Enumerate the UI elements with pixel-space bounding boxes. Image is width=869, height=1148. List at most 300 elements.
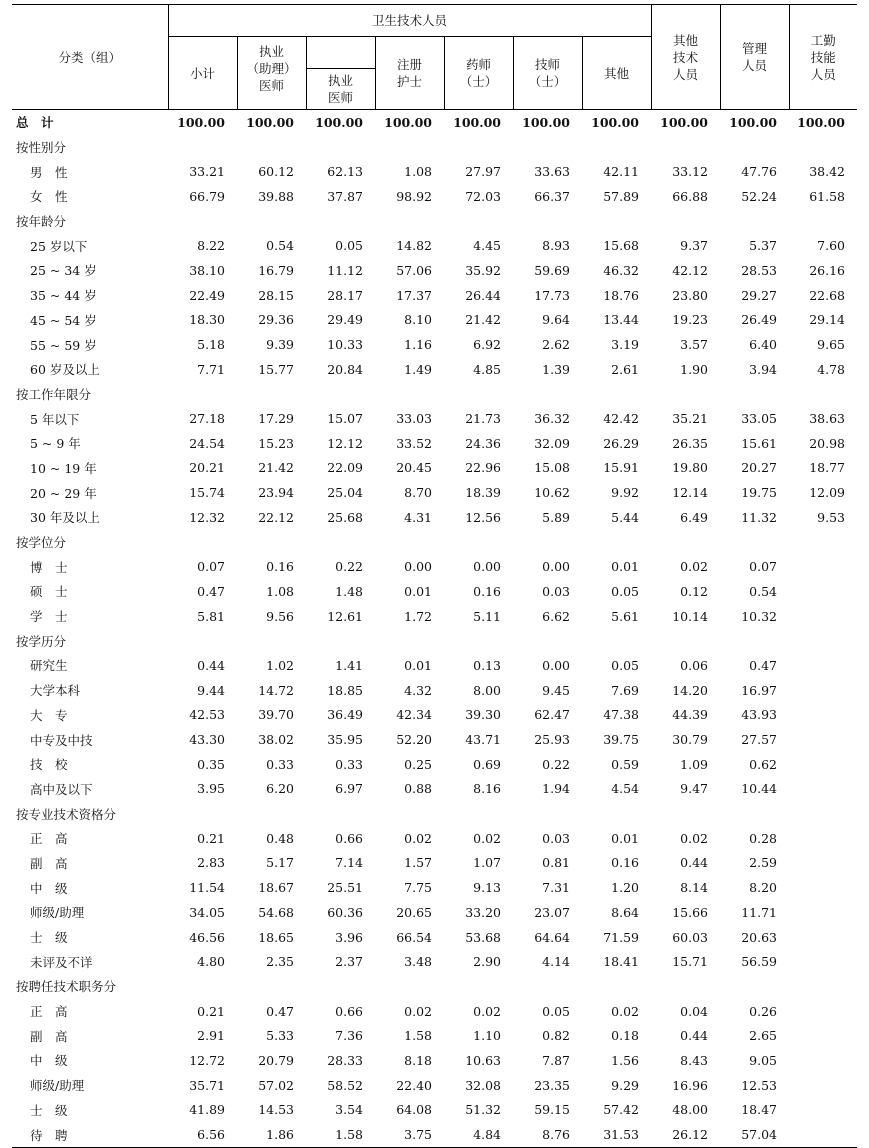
- value-cell: 1.58: [404, 1028, 432, 1044]
- value-cell: 100.00: [177, 114, 225, 130]
- value-cell: 0.47: [266, 1003, 294, 1019]
- value-cell: 0.02: [404, 830, 432, 846]
- value-cell: 4.80: [197, 954, 225, 970]
- value-cell: 18.76: [603, 287, 639, 303]
- value-cell: 14.53: [258, 1102, 294, 1118]
- row-label: 男 性: [30, 164, 68, 180]
- table-row: [12, 604, 857, 629]
- category-row: [12, 628, 857, 653]
- value-cell: 8.16: [473, 781, 501, 797]
- value-cell: 20.63: [741, 929, 777, 945]
- row-label: 总 计: [16, 115, 54, 131]
- row-label: 25 ~ 34 岁: [30, 263, 97, 279]
- value-cell: 2.62: [542, 337, 570, 353]
- value-cell: 2.61: [611, 361, 639, 377]
- value-cell: 12.12: [327, 435, 363, 451]
- row-label: 按年龄分: [16, 214, 67, 230]
- value-cell: 29.14: [809, 312, 845, 328]
- value-cell: 12.09: [809, 485, 845, 501]
- row-label: 55 ~ 59 岁: [30, 337, 97, 353]
- value-cell: 7.71: [197, 361, 225, 377]
- value-cell: 0.00: [542, 559, 570, 575]
- value-cell: 7.14: [335, 855, 363, 871]
- value-cell: [789, 1073, 857, 1098]
- table-row: [12, 777, 857, 802]
- row-label: 士 级: [30, 1102, 68, 1118]
- value-cell: 1.02: [266, 657, 294, 673]
- value-cell: 2.90: [473, 954, 501, 970]
- empty-cell: [582, 382, 651, 407]
- category-row: [12, 209, 857, 234]
- value-cell: [789, 579, 857, 604]
- value-cell: 0.07: [749, 559, 777, 575]
- value-cell: 9.45: [542, 682, 570, 698]
- empty-cell: [168, 382, 237, 407]
- value-cell: 3.75: [375, 1122, 444, 1147]
- value-cell: 54.68: [258, 904, 294, 920]
- value-cell: 2.37: [335, 954, 363, 970]
- value-cell: 100.00: [246, 114, 294, 130]
- value-cell: [789, 875, 857, 900]
- value-cell: 9.92: [611, 485, 639, 501]
- value-cell: 3.95: [197, 781, 225, 797]
- empty-cell: [375, 209, 444, 234]
- value-cell: [789, 678, 857, 703]
- value-cell: 0.05: [611, 583, 639, 599]
- table-row: [12, 332, 857, 357]
- table-row: [12, 184, 857, 209]
- health-tech-header: 卫生技术人员: [168, 5, 651, 37]
- value-cell: 47.38: [603, 707, 639, 723]
- value-cell: 10.32: [741, 608, 777, 624]
- value-cell: 9.56: [266, 608, 294, 624]
- value-cell: 33.21: [189, 164, 225, 180]
- value-cell: 4.14: [542, 954, 570, 970]
- empty-cell: [720, 209, 789, 234]
- value-cell: 33.20: [465, 904, 501, 920]
- category-row: [12, 135, 857, 160]
- row-label: 副 高: [30, 855, 68, 871]
- empty-cell: [306, 974, 375, 999]
- empty-cell: [651, 209, 720, 234]
- value-cell: 1.56: [611, 1052, 639, 1068]
- value-cell: 17.73: [534, 287, 570, 303]
- value-cell: 9.64: [542, 312, 570, 328]
- value-cell: 42.11: [603, 164, 639, 180]
- value-cell: 58.52: [327, 1077, 363, 1093]
- value-cell: 18.47: [741, 1102, 777, 1118]
- value-cell: 25.51: [327, 880, 363, 896]
- value-cell: 1.41: [335, 657, 363, 673]
- value-cell: 6.49: [680, 509, 708, 525]
- value-cell: 28.17: [327, 287, 363, 303]
- value-cell: 26.35: [672, 435, 708, 451]
- value-cell: 6.56: [168, 1122, 237, 1147]
- row-label: 硕 士: [30, 584, 68, 600]
- row-label: 按聘任技术职务分: [16, 979, 117, 995]
- value-cell: 41.89: [189, 1102, 225, 1118]
- value-cell: 1.07: [473, 855, 501, 871]
- empty-cell: [444, 801, 513, 826]
- value-cell: 0.44: [680, 855, 708, 871]
- value-cell: 60.36: [327, 904, 363, 920]
- value-cell: 25.04: [327, 485, 363, 501]
- row-label: 未评及不详: [30, 954, 93, 970]
- value-cell: 57.42: [603, 1102, 639, 1118]
- empty-cell: [375, 628, 444, 653]
- table-row: [12, 283, 857, 308]
- other-tech-header: 其他 技术 人员: [651, 5, 720, 110]
- empty-cell: [720, 530, 789, 555]
- value-cell: 0.01: [404, 583, 432, 599]
- value-cell: 35.92: [465, 262, 501, 278]
- value-cell: 6.40: [749, 337, 777, 353]
- value-cell: 0.44: [680, 1028, 708, 1044]
- value-cell: [789, 900, 857, 925]
- value-cell: 66.79: [189, 188, 225, 204]
- value-cell: 27.18: [189, 411, 225, 427]
- value-cell: 1.86: [237, 1122, 306, 1147]
- value-cell: 8.10: [404, 312, 432, 328]
- value-cell: 8.43: [680, 1052, 708, 1068]
- empty-cell: [306, 801, 375, 826]
- value-cell: 3.54: [335, 1102, 363, 1118]
- table-row: [12, 875, 857, 900]
- value-cell: 16.79: [258, 262, 294, 278]
- value-cell: 13.44: [603, 312, 639, 328]
- value-cell: 24.36: [465, 435, 501, 451]
- empty-cell: [789, 209, 857, 234]
- value-cell: 0.02: [680, 830, 708, 846]
- empty-cell: [237, 801, 306, 826]
- value-cell: 0.33: [335, 756, 363, 772]
- value-cell: [789, 1098, 857, 1123]
- value-cell: 15.08: [534, 460, 570, 476]
- value-cell: 11.71: [741, 904, 777, 920]
- table-row: [12, 456, 857, 481]
- value-cell: 14.72: [258, 682, 294, 698]
- value-cell: 18.85: [327, 682, 363, 698]
- value-cell: 1.20: [611, 880, 639, 896]
- value-cell: 12.14: [672, 485, 708, 501]
- table-row: [12, 678, 857, 703]
- value-cell: 23.94: [258, 485, 294, 501]
- value-cell: 33.05: [741, 411, 777, 427]
- row-label: 中专及中技: [30, 732, 93, 748]
- health-personnel-composition-table: [12, 4, 857, 1148]
- value-cell: 18.65: [258, 929, 294, 945]
- value-cell: 35.21: [672, 411, 708, 427]
- value-cell: 53.68: [465, 929, 501, 945]
- value-cell: 6.92: [473, 337, 501, 353]
- value-cell: 1.09: [680, 756, 708, 772]
- value-cell: 0.01: [404, 657, 432, 673]
- value-cell: 10.14: [672, 608, 708, 624]
- value-cell: 22.49: [189, 287, 225, 303]
- value-cell: 33.52: [396, 435, 432, 451]
- empty-cell: [720, 382, 789, 407]
- value-cell: 33.03: [396, 411, 432, 427]
- table-row: [12, 480, 857, 505]
- subtotal-header: 小计: [168, 37, 237, 110]
- value-cell: 100.00: [660, 114, 708, 130]
- value-cell: 0.18: [611, 1028, 639, 1044]
- value-cell: 14.20: [672, 682, 708, 698]
- value-cell: 0.81: [542, 855, 570, 871]
- table-row: [12, 900, 857, 925]
- value-cell: [789, 826, 857, 851]
- value-cell: 4.54: [611, 781, 639, 797]
- value-cell: 19.75: [741, 485, 777, 501]
- row-label: 按学历分: [16, 633, 67, 649]
- row-label: 按性别分: [16, 140, 67, 156]
- value-cell: 29.49: [327, 312, 363, 328]
- value-cell: 0.05: [542, 1003, 570, 1019]
- other-header: 其他: [582, 37, 651, 110]
- table-body: [12, 110, 857, 1148]
- value-cell: 0.12: [680, 583, 708, 599]
- value-cell: 17.37: [396, 287, 432, 303]
- value-cell: 43.93: [741, 707, 777, 723]
- value-cell: [789, 925, 857, 950]
- value-cell: 8.18: [404, 1052, 432, 1068]
- value-cell: 1.49: [404, 361, 432, 377]
- empty-cell: [375, 801, 444, 826]
- value-cell: 57.04: [720, 1122, 789, 1147]
- value-cell: 0.01: [611, 830, 639, 846]
- empty-cell: [168, 801, 237, 826]
- value-cell: 11.32: [741, 509, 777, 525]
- value-cell: [789, 752, 857, 777]
- value-cell: 0.62: [749, 756, 777, 772]
- empty-cell: [582, 974, 651, 999]
- value-cell: 15.07: [327, 411, 363, 427]
- value-cell: 26.16: [809, 262, 845, 278]
- value-cell: 9.37: [680, 238, 708, 254]
- empty-cell: [513, 801, 582, 826]
- value-cell: 0.02: [680, 559, 708, 575]
- value-cell: 100.00: [729, 114, 777, 130]
- value-cell: 57.06: [396, 262, 432, 278]
- value-cell: 1.08: [266, 583, 294, 599]
- value-cell: 9.47: [680, 781, 708, 797]
- value-cell: 43.30: [189, 732, 225, 748]
- row-label: 30 年及以上: [30, 510, 100, 526]
- row-label: 师级/助理: [30, 905, 85, 921]
- value-cell: 15.68: [603, 238, 639, 254]
- value-cell: 20.79: [258, 1052, 294, 1068]
- value-cell: 10.63: [465, 1052, 501, 1068]
- value-cell: 28.15: [258, 287, 294, 303]
- value-cell: 0.88: [404, 781, 432, 797]
- table-row: [12, 1073, 857, 1098]
- empty-cell: [720, 135, 789, 160]
- value-cell: 0.05: [611, 657, 639, 673]
- row-label: 按学位分: [16, 535, 67, 551]
- empty-cell: [789, 974, 857, 999]
- value-cell: 38.10: [189, 262, 225, 278]
- table-header: [12, 5, 857, 110]
- empty-cell: [582, 209, 651, 234]
- value-cell: 6.62: [542, 608, 570, 624]
- value-cell: 0.59: [611, 756, 639, 772]
- value-cell: 1.08: [404, 164, 432, 180]
- value-cell: 9.29: [611, 1077, 639, 1093]
- value-cell: [789, 703, 857, 728]
- row-label: 技 校: [30, 757, 68, 773]
- value-cell: 29.27: [741, 287, 777, 303]
- empty-cell: [444, 209, 513, 234]
- value-cell: 1.10: [473, 1028, 501, 1044]
- value-cell: 46.32: [603, 262, 639, 278]
- row-label: 女 性: [30, 189, 68, 205]
- value-cell: 21.73: [465, 411, 501, 427]
- value-cell: 66.37: [534, 188, 570, 204]
- value-cell: 7.75: [404, 880, 432, 896]
- value-cell: 0.47: [197, 583, 225, 599]
- value-cell: 27.97: [465, 164, 501, 180]
- empty-cell: [237, 628, 306, 653]
- value-cell: 0.25: [404, 756, 432, 772]
- value-cell: 72.03: [465, 188, 501, 204]
- value-cell: 0.04: [680, 1003, 708, 1019]
- value-cell: 9.44: [197, 682, 225, 698]
- value-cell: 28.33: [327, 1052, 363, 1068]
- value-cell: 31.53: [582, 1122, 651, 1147]
- value-cell: 0.22: [542, 756, 570, 772]
- value-cell: 52.24: [741, 188, 777, 204]
- value-cell: 42.12: [672, 262, 708, 278]
- value-cell: 0.21: [197, 830, 225, 846]
- table-row: [12, 308, 857, 333]
- value-cell: 2.65: [749, 1028, 777, 1044]
- table-row: [12, 233, 857, 258]
- value-cell: 22.09: [327, 460, 363, 476]
- table-row: [12, 703, 857, 728]
- value-cell: 8.64: [611, 904, 639, 920]
- value-cell: 22.40: [396, 1077, 432, 1093]
- empty-cell: [789, 530, 857, 555]
- value-cell: 9.13: [473, 880, 501, 896]
- empty-cell: [720, 801, 789, 826]
- category-header: 分类（组）: [12, 5, 168, 110]
- value-cell: 7.60: [817, 238, 845, 254]
- value-cell: 7.31: [542, 880, 570, 896]
- value-cell: 11.12: [327, 262, 363, 278]
- value-cell: 5.11: [473, 608, 501, 624]
- statistics-table-container: [12, 4, 857, 1148]
- value-cell: 0.02: [404, 1003, 432, 1019]
- value-cell: 10.33: [327, 337, 363, 353]
- value-cell: 11.54: [189, 880, 225, 896]
- table-row: [12, 949, 857, 974]
- empty-cell: [375, 974, 444, 999]
- empty-cell: [513, 974, 582, 999]
- empty-cell: [306, 209, 375, 234]
- value-cell: 3.94: [749, 361, 777, 377]
- value-cell: 38.42: [809, 164, 845, 180]
- value-cell: [789, 653, 857, 678]
- value-cell: 2.35: [266, 954, 294, 970]
- value-cell: [789, 999, 857, 1024]
- empty-cell: [237, 974, 306, 999]
- value-cell: 2.91: [197, 1028, 225, 1044]
- value-cell: 5.37: [749, 238, 777, 254]
- value-cell: 9.05: [749, 1052, 777, 1068]
- value-cell: 0.05: [335, 238, 363, 254]
- value-cell: 0.22: [335, 559, 363, 575]
- row-label: 25 岁以下: [30, 238, 88, 254]
- value-cell: 8.93: [542, 238, 570, 254]
- value-cell: 5.89: [542, 509, 570, 525]
- empty-cell: [513, 135, 582, 160]
- value-cell: 46.56: [189, 929, 225, 945]
- value-cell: 2.83: [197, 855, 225, 871]
- empty-cell: [237, 209, 306, 234]
- row-label: 待 聘: [12, 1122, 168, 1147]
- pharmacist-header: 药师 （士）: [444, 37, 513, 110]
- value-cell: 0.21: [197, 1003, 225, 1019]
- value-cell: 4.32: [404, 682, 432, 698]
- empty-cell: [789, 382, 857, 407]
- value-cell: 35.71: [189, 1077, 225, 1093]
- table-row: [12, 1023, 857, 1048]
- value-cell: 17.29: [258, 411, 294, 427]
- value-cell: 0.03: [542, 583, 570, 599]
- value-cell: 19.80: [672, 460, 708, 476]
- empty-cell: [375, 530, 444, 555]
- value-cell: 21.42: [258, 460, 294, 476]
- value-cell: 0.48: [266, 830, 294, 846]
- row-label: 60 岁及以上: [30, 362, 100, 378]
- empty-cell: [444, 974, 513, 999]
- value-cell: 18.77: [809, 460, 845, 476]
- value-cell: 18.39: [465, 485, 501, 501]
- value-cell: 4.45: [473, 238, 501, 254]
- practicing-doctor-spacer: [306, 37, 375, 69]
- value-cell: 39.88: [258, 188, 294, 204]
- value-cell: 32.08: [465, 1077, 501, 1093]
- value-cell: 5.44: [611, 509, 639, 525]
- value-cell: 0.69: [473, 756, 501, 772]
- value-cell: 0.06: [680, 657, 708, 673]
- value-cell: 0.66: [335, 830, 363, 846]
- row-label: 5 年以下: [30, 411, 80, 427]
- empty-cell: [444, 382, 513, 407]
- table-row: [12, 653, 857, 678]
- value-cell: 21.42: [465, 312, 501, 328]
- table-row: [12, 851, 857, 876]
- row-label: 高中及以下: [30, 781, 93, 797]
- value-cell: 0.26: [749, 1003, 777, 1019]
- value-cell: 5.81: [197, 608, 225, 624]
- value-cell: 39.30: [465, 707, 501, 723]
- value-cell: 4.85: [473, 361, 501, 377]
- value-cell: 12.61: [327, 608, 363, 624]
- value-cell: 5.33: [266, 1028, 294, 1044]
- value-cell: 0.16: [473, 583, 501, 599]
- row-label: 大学本科: [30, 683, 81, 699]
- empty-cell: [651, 530, 720, 555]
- practicing-physician-header: 执业 医师: [306, 69, 375, 110]
- empty-cell: [513, 382, 582, 407]
- value-cell: 10.44: [741, 781, 777, 797]
- value-cell: 38.63: [809, 411, 845, 427]
- row-label: 45 ~ 54 岁: [30, 312, 97, 328]
- technician-header: 技师 （士）: [513, 37, 582, 110]
- value-cell: 0.03: [542, 830, 570, 846]
- value-cell: 0.33: [266, 756, 294, 772]
